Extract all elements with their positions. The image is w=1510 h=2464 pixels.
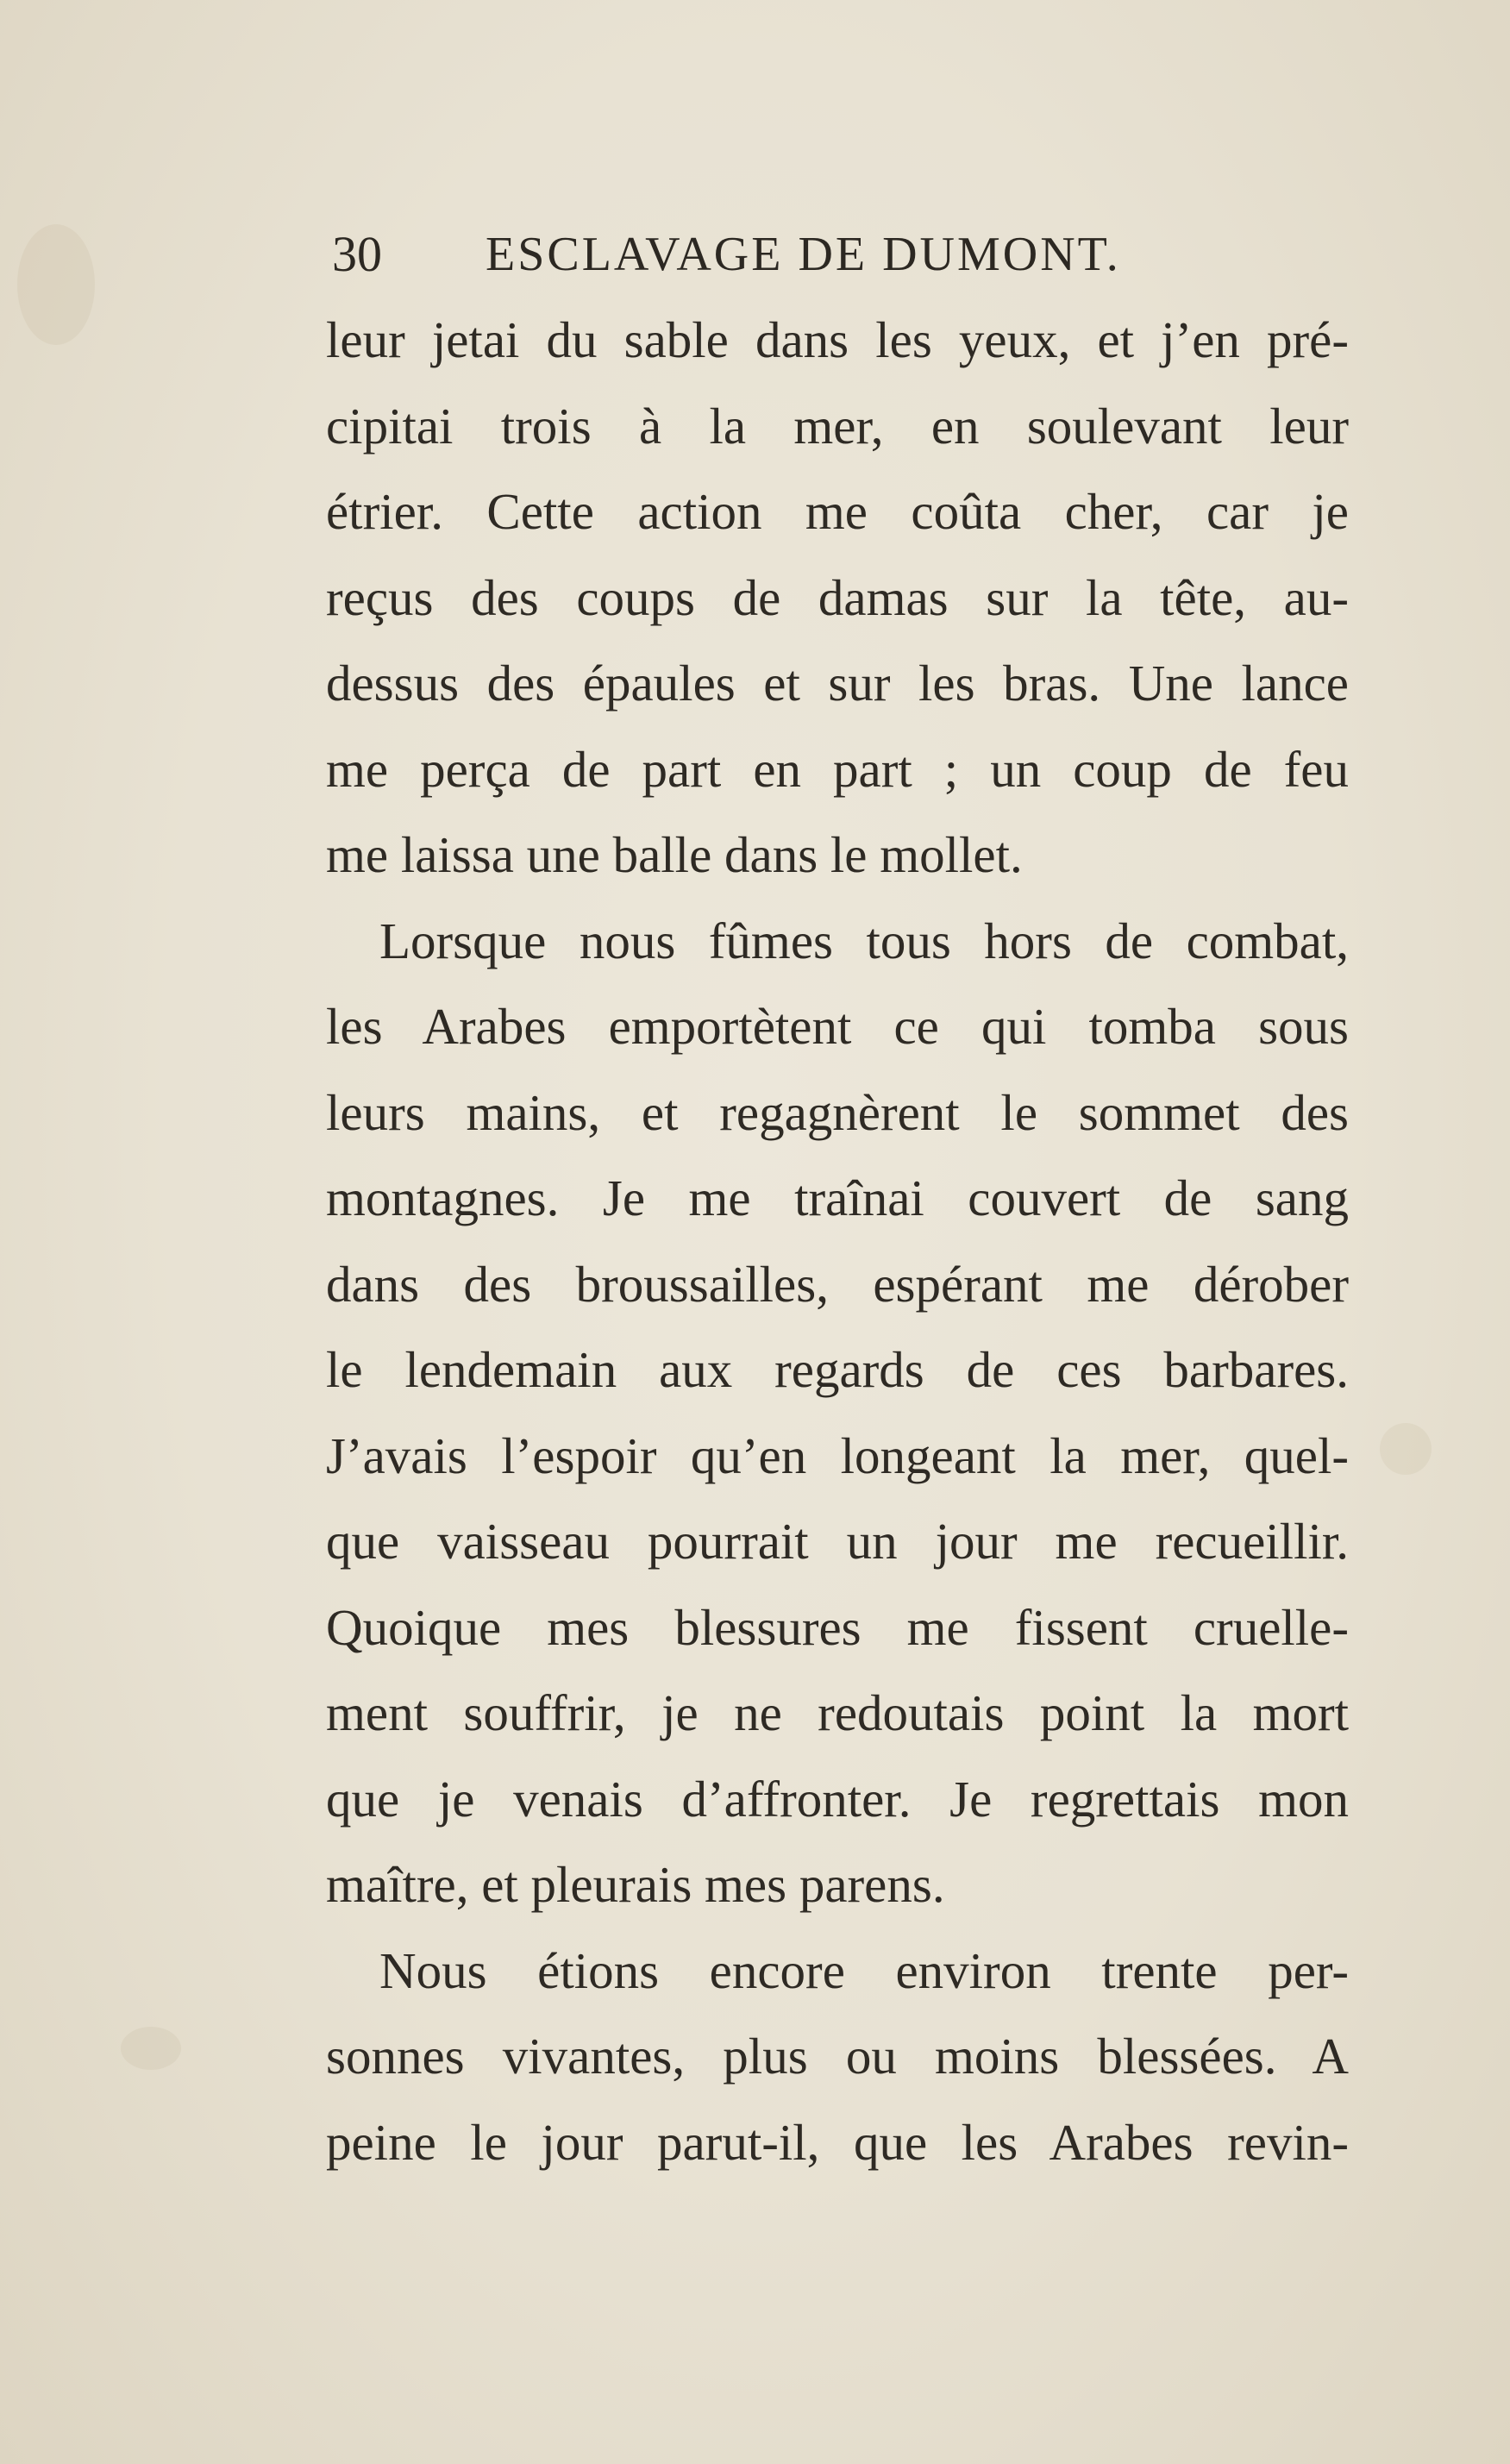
text-line: me perça de part en part ; un coup de feu bbox=[326, 740, 1349, 798]
text-line: que je venais d’affronter. Je regrettais mon bbox=[326, 1770, 1349, 1828]
text-line: Quoique mes blessures me fissent cruelle- bbox=[326, 1598, 1349, 1656]
text-line: me laissa une balle dans le mollet. bbox=[326, 826, 1023, 883]
text-line: ment souffrir, je ne redoutais point la mort bbox=[326, 1684, 1349, 1741]
page-number: 30 bbox=[332, 226, 382, 282]
text-line: sonnes vivantes, plus ou moins blessées. A bbox=[326, 2028, 1349, 2085]
text-line: que vaisseau pourrait un jour me recueillir. bbox=[326, 1513, 1349, 1570]
text-line: leurs mains, et regagnèrent le sommet des bbox=[326, 1083, 1349, 1141]
text-line: reçus des coups de damas sur la tête, au- bbox=[326, 568, 1349, 626]
text-line: leur jetai du sable dans les yeux, et j’en pré- bbox=[326, 311, 1349, 368]
running-title: ESCLAVAGE DE DUMONT. bbox=[486, 228, 1121, 281]
paper-stain bbox=[121, 2027, 181, 2070]
paper-stain bbox=[17, 224, 95, 345]
paragraph-first-line: Lorsque nous fûmes tous hors de combat, bbox=[379, 912, 1349, 969]
page-header bbox=[332, 220, 1203, 289]
paragraph-first-line: Nous étions encore environ trente per- bbox=[379, 1941, 1349, 1999]
text-line: dans des broussailles, espérant me dérober bbox=[326, 1255, 1349, 1313]
text-line: étrier. Cette action me coûta cher, car je bbox=[326, 483, 1349, 540]
text-line: dessus des épaules et sur les bras. Une lance bbox=[326, 655, 1349, 712]
paper-stain bbox=[1380, 1423, 1432, 1475]
text-line: le lendemain aux regards de ces barbares. bbox=[326, 1341, 1349, 1398]
text-line: les Arabes emportètent ce qui tomba sous bbox=[326, 998, 1349, 1055]
text-line: montagnes. Je me traînai couvert de sang bbox=[326, 1169, 1349, 1226]
text-line: peine le jour parut-il, que les Arabes revin- bbox=[326, 2113, 1349, 2171]
text-line: J’avais l’espoir qu’en longeant la mer, quel- bbox=[326, 1426, 1349, 1484]
body-text bbox=[326, 298, 1349, 2185]
text-line: maître, et pleurais mes parens. bbox=[326, 1856, 945, 1913]
text-line: cipitai trois à la mer, en soulevant leur bbox=[326, 397, 1349, 455]
